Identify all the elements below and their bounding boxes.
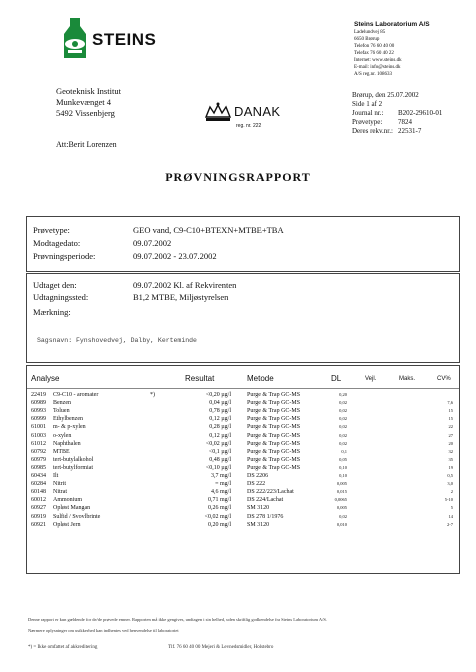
report-meta — [352, 91, 472, 136]
detection-limit: 0,02 — [339, 440, 347, 446]
analysis-name: Ilt — [53, 473, 59, 479]
recipient-line: Geoteknisk Institut — [56, 86, 121, 96]
analysis-result: 0,20 mg/l — [207, 521, 231, 528]
detection-limit: 0,1 — [341, 448, 347, 454]
table-row — [27, 448, 459, 456]
analysis-method: DS 2206 — [247, 473, 269, 479]
header-analyse: Analyse — [31, 374, 60, 383]
cv-value: 32 — [448, 448, 453, 454]
accreditation-flag: *) — [150, 392, 155, 398]
analysis-code: 60999 — [31, 416, 46, 423]
detection-limit: 0,02 — [339, 400, 347, 406]
info-label: Prøvetype: — [33, 225, 70, 235]
recipient-line: Munkevænget 4 — [56, 97, 112, 107]
table-row — [27, 496, 459, 504]
info-value: 09.07.2002 - 23.07.2002 — [133, 251, 217, 261]
header-dl: DL — [331, 374, 342, 383]
analysis-code: 60284 — [31, 481, 46, 488]
analysis-result: <0,10 µg/l — [205, 464, 231, 471]
analysis-method: SM 3120 — [247, 505, 270, 512]
analysis-result: 0,48 µg/l — [209, 456, 231, 463]
report-title: PRØVNINGSRAPPORT — [165, 170, 311, 184]
analysis-result: 0,71 mg/l — [207, 497, 231, 504]
meta-label: Journal nr.: — [352, 109, 384, 117]
analysis-code: 60993 — [31, 408, 46, 415]
marking-text: Sagsnavn: Fynshovedvej, Dalby, Kerteminde — [37, 337, 197, 344]
analysis-method: Purge & Trap GC-MS — [247, 400, 301, 407]
analysis-name: Sulfid / Svovlbrinte — [53, 513, 101, 520]
cv-value: 27 — [448, 432, 453, 438]
analysis-code: 60985 — [31, 464, 46, 471]
detection-limit: 0,010 — [336, 521, 347, 527]
analysis-name: o-xylen — [53, 432, 72, 439]
analysis-method: DS 222 — [247, 481, 266, 488]
table-row — [27, 423, 459, 431]
analysis-name: m- & p-xylen — [53, 424, 86, 431]
analysis-code: 22419 — [31, 392, 46, 398]
info-row — [33, 225, 284, 235]
analysis-name: C9-C10 - aromater — [53, 392, 99, 398]
cv-value: 15 — [448, 416, 453, 422]
analysis-name: tert-butylalkohol — [53, 456, 94, 463]
attention-line: Att:Berit Lorenzen — [56, 140, 117, 149]
analysis-result: <0,02 µg/l — [205, 440, 231, 447]
analysis-name: Ammonium — [53, 497, 83, 504]
meta-value: B202-29610-01 — [398, 109, 443, 117]
danak-name: DANAK — [234, 104, 281, 119]
meta-label: Deres rekv.nr.: — [352, 127, 393, 135]
report-date: Brørup, den 25.07.2002 — [352, 91, 419, 99]
contact-line: Tlf. 76 60 40 00 Mejeri & Levnedsmidler, Holstebro — [168, 645, 274, 650]
analysis-result: = mg/l — [215, 481, 231, 488]
analysis-method: SM 3120 — [247, 521, 270, 528]
analysis-code: 60792 — [31, 448, 46, 455]
table-row — [27, 488, 459, 496]
cv-value: 5 — [450, 505, 453, 511]
analysis-name: MTBE — [53, 448, 70, 455]
analysis-method: Purge & Trap GC-MS — [247, 448, 301, 455]
info-value: B1,2 MTBE, Miljøstyrelsen — [133, 292, 229, 302]
analysis-name: Toluen — [53, 408, 70, 415]
cv-value: 5-10 — [444, 497, 453, 503]
cv-value: 20 — [448, 440, 453, 446]
analysis-method: DS 222/223/Lachat — [247, 489, 294, 496]
table-row — [27, 440, 459, 448]
analysis-table — [26, 365, 460, 574]
laboratory-name: Steins Laboratorium A/S — [354, 21, 430, 28]
analysis-code: 60148 — [31, 489, 46, 496]
cv-value: 2 — [450, 489, 453, 495]
recipient-line: 5492 Vissenbjerg — [56, 108, 115, 118]
analysis-name: Benzen — [53, 400, 71, 407]
accreditation-note: *) = Ikke omfattet af akkreditering — [28, 645, 98, 650]
analysis-method: DS 224/Lachat — [247, 497, 284, 504]
analysis-name: Nitrit — [53, 481, 66, 488]
info-row — [33, 251, 217, 261]
table-row — [27, 464, 459, 472]
detection-limit: 0,10 — [339, 464, 347, 470]
cv-value: 22 — [448, 424, 453, 430]
info-row — [33, 307, 133, 317]
recipient-address — [56, 86, 121, 119]
info-row — [33, 238, 171, 248]
analysis-name: Naphthalen — [53, 440, 81, 447]
header-resultat: Resultat — [185, 374, 215, 383]
analysis-result: 3,7 mg/l — [210, 473, 231, 479]
info-label: Mærkning: — [33, 307, 71, 317]
analysis-result: 4,6 mg/l — [210, 489, 231, 496]
lab-line: E-mail: info@steins.dk — [354, 65, 401, 70]
table-row — [27, 407, 459, 415]
table-row — [27, 399, 459, 407]
analysis-name: Opløst Jern — [53, 521, 81, 528]
analysis-method: DS 278 1/1976 — [247, 513, 284, 520]
analysis-method: Purge & Trap GC-MS — [247, 416, 301, 423]
header-metode: Metode — [247, 374, 274, 383]
meta-row — [352, 118, 472, 127]
detection-limit: 0,02 — [339, 424, 347, 430]
analysis-name: Nitrat — [53, 489, 67, 496]
analysis-method: Purge & Trap GC-MS — [247, 456, 301, 463]
table-row — [27, 456, 459, 464]
meta-label: Prøvetype: — [352, 118, 383, 126]
info-label: Prøvningsperiode: — [33, 251, 96, 261]
cv-value: 2-7 — [447, 521, 453, 527]
detection-limit: 0,02 — [339, 408, 347, 414]
analysis-result: 0,12 µg/l — [209, 432, 231, 439]
cv-value: 14 — [448, 513, 453, 519]
detection-limit: 0,005 — [336, 505, 347, 511]
info-row — [33, 280, 236, 290]
table-row — [27, 504, 459, 512]
detection-limit: 0,0065 — [334, 497, 347, 503]
analysis-result: <0,1 µg/l — [208, 448, 231, 455]
laboratory-address — [354, 20, 472, 78]
detection-limit: 0,10 — [339, 473, 347, 478]
cv-value: 3,0 — [447, 481, 453, 487]
analysis-method: Purge & Trap GC-MS — [247, 432, 301, 439]
analysis-result: <0,02 mg/l — [204, 513, 231, 520]
analysis-result: 0,12 µg/l — [209, 416, 231, 423]
analysis-result: 0,26 mg/l — [207, 505, 231, 512]
danak-reg: reg. nr. 222 — [236, 123, 262, 129]
header-vejl: Vejl. — [365, 376, 377, 382]
lab-line: Telefax 76 60 40 22 — [354, 51, 394, 56]
table-row — [27, 513, 459, 521]
analysis-name: Ethylbenzen — [53, 416, 83, 423]
analysis-result: 0,28 µg/l — [209, 424, 231, 431]
analysis-method: Purge & Trap GC-MS — [247, 408, 301, 415]
brand-name: STEINS — [92, 30, 157, 49]
analysis-code: 60012 — [31, 497, 46, 504]
analysis-code: 60979 — [31, 456, 46, 463]
table-header — [27, 374, 459, 386]
lab-line: 6650 Brørup — [354, 37, 380, 42]
cv-value: 15 — [448, 408, 453, 414]
analysis-code: 61003 — [31, 432, 46, 439]
header-maks: Maks. — [399, 376, 416, 382]
footer-line: Denne rapport er kun gældende for de/de prøvede emner. Rapporten må ikke gengives, undtagen i sin helhed, uden skriftlig godkendelse fra Steins Laboratorium A/S. — [28, 617, 328, 622]
analysis-code: 60434 — [31, 473, 46, 479]
table-row — [27, 521, 459, 529]
analysis-code: 60989 — [31, 400, 46, 407]
detection-limit: 0,02 — [339, 513, 347, 519]
lab-line: Telefon 76 60 40 00 — [354, 44, 395, 49]
lab-line: Internet: www.steins.dk — [354, 58, 402, 63]
meta-row — [352, 109, 472, 118]
analysis-method: Purge & Trap GC-MS — [247, 392, 301, 398]
header-divider — [27, 388, 459, 389]
detection-limit: 0,05 — [339, 456, 347, 462]
footer-text — [28, 614, 458, 636]
cv-value: 7,6 — [447, 400, 453, 406]
analysis-code: 60919 — [31, 513, 46, 520]
lab-line: A/S reg.nr. 108633 — [354, 72, 393, 77]
detection-limit: 0,20 — [339, 392, 347, 397]
meta-value: 7824 — [398, 118, 412, 126]
detection-limit: 0,02 — [339, 416, 347, 422]
analysis-name: tert-butylformiat — [53, 464, 93, 471]
info-value: GEO vand, C9-C10+BTEXN+MTBE+TBA — [133, 225, 284, 235]
lab-line: Ladelundvej 85 — [354, 30, 386, 35]
cv-value: 19 — [448, 464, 453, 470]
sampling-box — [26, 273, 460, 363]
detection-limit: 0,015 — [336, 489, 347, 495]
table-row — [27, 432, 459, 440]
analysis-code: 60927 — [31, 505, 46, 512]
analysis-method: Purge & Trap GC-MS — [247, 464, 301, 471]
info-label: Udtagningssted: — [33, 292, 89, 302]
analysis-method: Purge & Trap GC-MS — [247, 440, 301, 447]
cv-value: 0,5 — [447, 473, 453, 478]
table-row — [27, 472, 459, 480]
meta-row — [352, 127, 472, 136]
info-label: Modtagedato: — [33, 238, 81, 248]
table-row — [27, 480, 459, 488]
analysis-result: 0,78 µg/l — [209, 408, 231, 415]
analysis-code: 61001 — [31, 424, 46, 431]
info-row — [33, 292, 228, 302]
info-value: 09.07.2002 — [133, 238, 172, 248]
analysis-result: 0,04 µg/l — [209, 400, 231, 407]
table-row — [27, 391, 459, 399]
analysis-code: 60921 — [31, 521, 46, 528]
info-value: 09.07.2002 Kl. af Rekvirenten — [133, 280, 237, 290]
cv-value: 35 — [448, 456, 453, 462]
page-indicator: Side 1 af 2 — [352, 100, 383, 108]
analysis-method: Purge & Trap GC-MS — [247, 424, 301, 431]
detection-limit: 0,005 — [336, 481, 347, 487]
sample-info-box — [26, 216, 460, 272]
meta-value: 22531-7 — [398, 127, 422, 135]
analysis-result: <0,20 µg/l — [205, 392, 231, 398]
analysis-name: Opløst Mangan — [53, 505, 91, 512]
table-row — [27, 415, 459, 423]
info-label: Udtaget den: — [33, 280, 77, 290]
header-cv: CV% — [437, 376, 451, 382]
analysis-code: 61012 — [31, 440, 46, 447]
footer-line: Nærmere oplysninger om usikkerhed kan indhentes ved henvendelse til laboratoriet — [28, 628, 179, 633]
detection-limit: 0,02 — [339, 432, 347, 438]
